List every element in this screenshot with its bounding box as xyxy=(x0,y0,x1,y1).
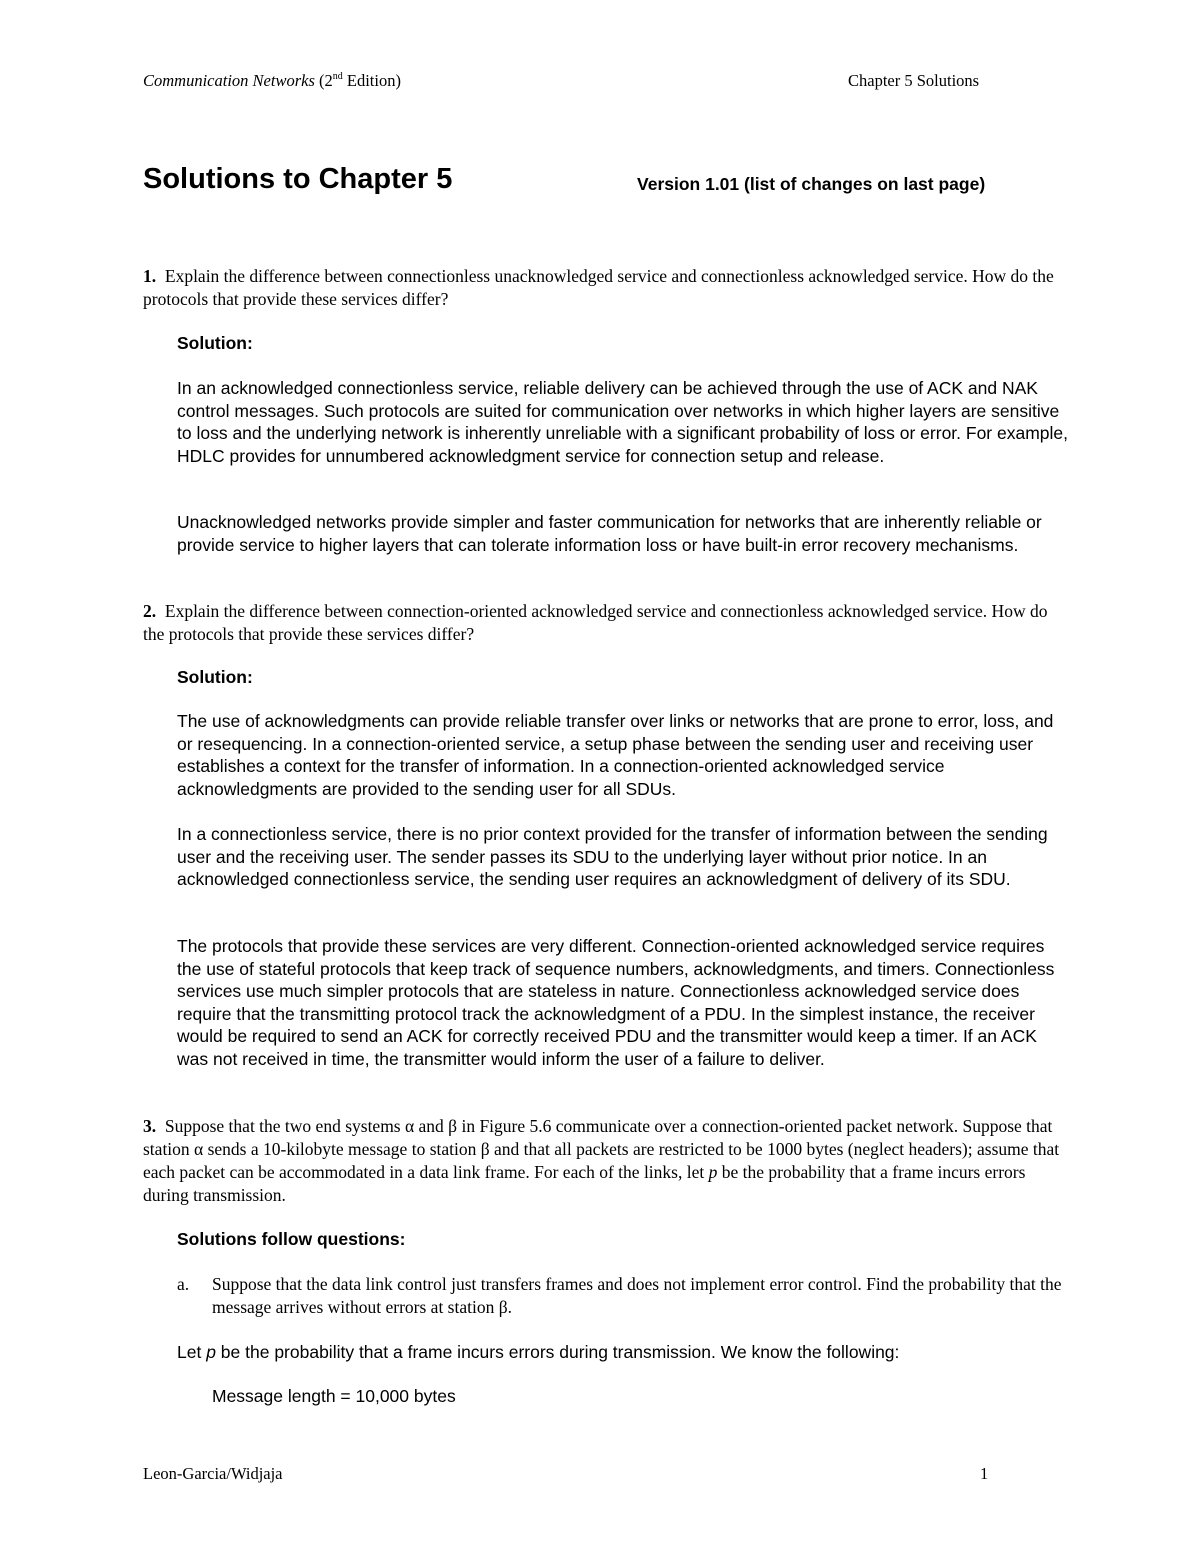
item-a-explanation xyxy=(177,1341,1072,1364)
footer-authors: Leon-Garcia/Widjaja xyxy=(143,1464,283,1483)
question-2 xyxy=(143,600,1068,646)
item-a-letter: a. xyxy=(177,1274,190,1294)
question-3-text-1: Suppose that the two end systems α and β in Figure 5.6 communicate over a connection-oriented packet network. Suppose that station α sends a 10-kilobyte message to station β and that all packets are restricted to be 1000 bytes (neglect headers); assume that each packet can be accommodated in a data link frame. For each of the links, let xyxy=(143,1116,1060,1182)
item-a-let-1: Let xyxy=(177,1342,207,1362)
running-header-book-title xyxy=(143,71,401,91)
item-a-text: Suppose that the data link control just transfers frames and does not implement error control. Find the probability that the message arrives without errors at station β. xyxy=(212,1274,1062,1317)
running-header-chapter: Chapter 5 Solutions xyxy=(848,71,980,90)
question-3-variable-p: p xyxy=(708,1162,718,1182)
edition-close: Edition) xyxy=(342,71,401,90)
question-2-paragraph-1: The use of acknowledgments can provide reliable transfer over links or networks that are prone to error, loss, and or resequencing. In a connection-oriented service, a setup phase between the sending user and receiving user establishes a context for the transfer of information. In a connection-oriented acknowledged service acknowledgments are provided to the sending user for all SDUs. xyxy=(177,711,1054,799)
question-1-paragraph-2: Unacknowledged networks provide simpler and faster communication for networks that are inherently reliable or provide service to higher layers that can tolerate information loss or have built-in error recovery mechanisms. xyxy=(177,512,1042,555)
footer-page-number: 1 xyxy=(980,1464,989,1483)
question-3-solutions-label: Solutions follow questions: xyxy=(177,1229,406,1249)
item-a-let-2: be the probability that a frame incurs errors during transmission. We know the following: xyxy=(215,1342,900,1362)
question-1-text: Explain the difference between connectionless unacknowledged service and connectionless acknowledged service. How do the protocols that provide these services differ? xyxy=(143,266,1054,309)
question-3-number: 3. xyxy=(143,1116,157,1136)
question-1-solution-label: Solution: xyxy=(177,333,253,353)
question-2-text: Explain the difference between connection-oriented acknowledged service and connectionless acknowledged service. How do the protocols that provide these services differ? xyxy=(143,601,1048,644)
page-title: Solutions to Chapter 5 xyxy=(143,163,453,195)
question-3-text-2: be the probability that a frame incurs errors during transmission. xyxy=(143,1162,1026,1205)
question-1-paragraph-1: In an acknowledged connectionless service, reliable delivery can be achieved through the use of ACK and NAK control messages. Such protocols are suited for communication over networks in which higher layers are sensitive to loss and the underlying network is inherently unreliable with a significant probability of loss or error. For example, HDLC provides for unnumbered acknowledgment service for connection setup and release. xyxy=(177,378,1069,466)
edition-superscript: nd xyxy=(332,70,343,82)
question-1-number: 1. xyxy=(143,266,157,286)
item-a-variable-p: p xyxy=(206,1342,216,1362)
question-1 xyxy=(143,265,1068,311)
book-title: Communication Networks xyxy=(143,71,315,90)
message-length: Message length = 10,000 bytes xyxy=(212,1386,456,1406)
question-2-number: 2. xyxy=(143,601,157,621)
question-2-solution-label: Solution: xyxy=(177,667,253,687)
edition-open: (2 xyxy=(319,71,333,90)
question-2-paragraph-2: In a connectionless service, there is no prior context provided for the transfer of information between the sending user and the receiving user. The sender passes its SDU to the underlying layer without prior notice. In an acknowledged connectionless service, the sending user requires an acknowledgment of delivery of its SDU. xyxy=(177,824,1048,889)
question-3 xyxy=(143,1115,1068,1207)
version-note: Version 1.01 (list of changes on last page) xyxy=(637,174,986,194)
question-2-paragraph-3: The protocols that provide these services are very different. Connection-oriented acknowledged service requires the use of stateful protocols that keep track of sequence numbers, acknowledgments, and timers. Connectionless services use much simpler protocols that are stateless in nature. Connectionless acknowledged service does require that the transmitting protocol track the acknowledgment of a PDU. In the simplest instance, the receiver would be required to send an ACK for correctly received PDU and the transmitter would keep a timer. If an ACK was not received in time, the transmitter would inform the user of a failure to deliver. xyxy=(177,936,1055,1069)
